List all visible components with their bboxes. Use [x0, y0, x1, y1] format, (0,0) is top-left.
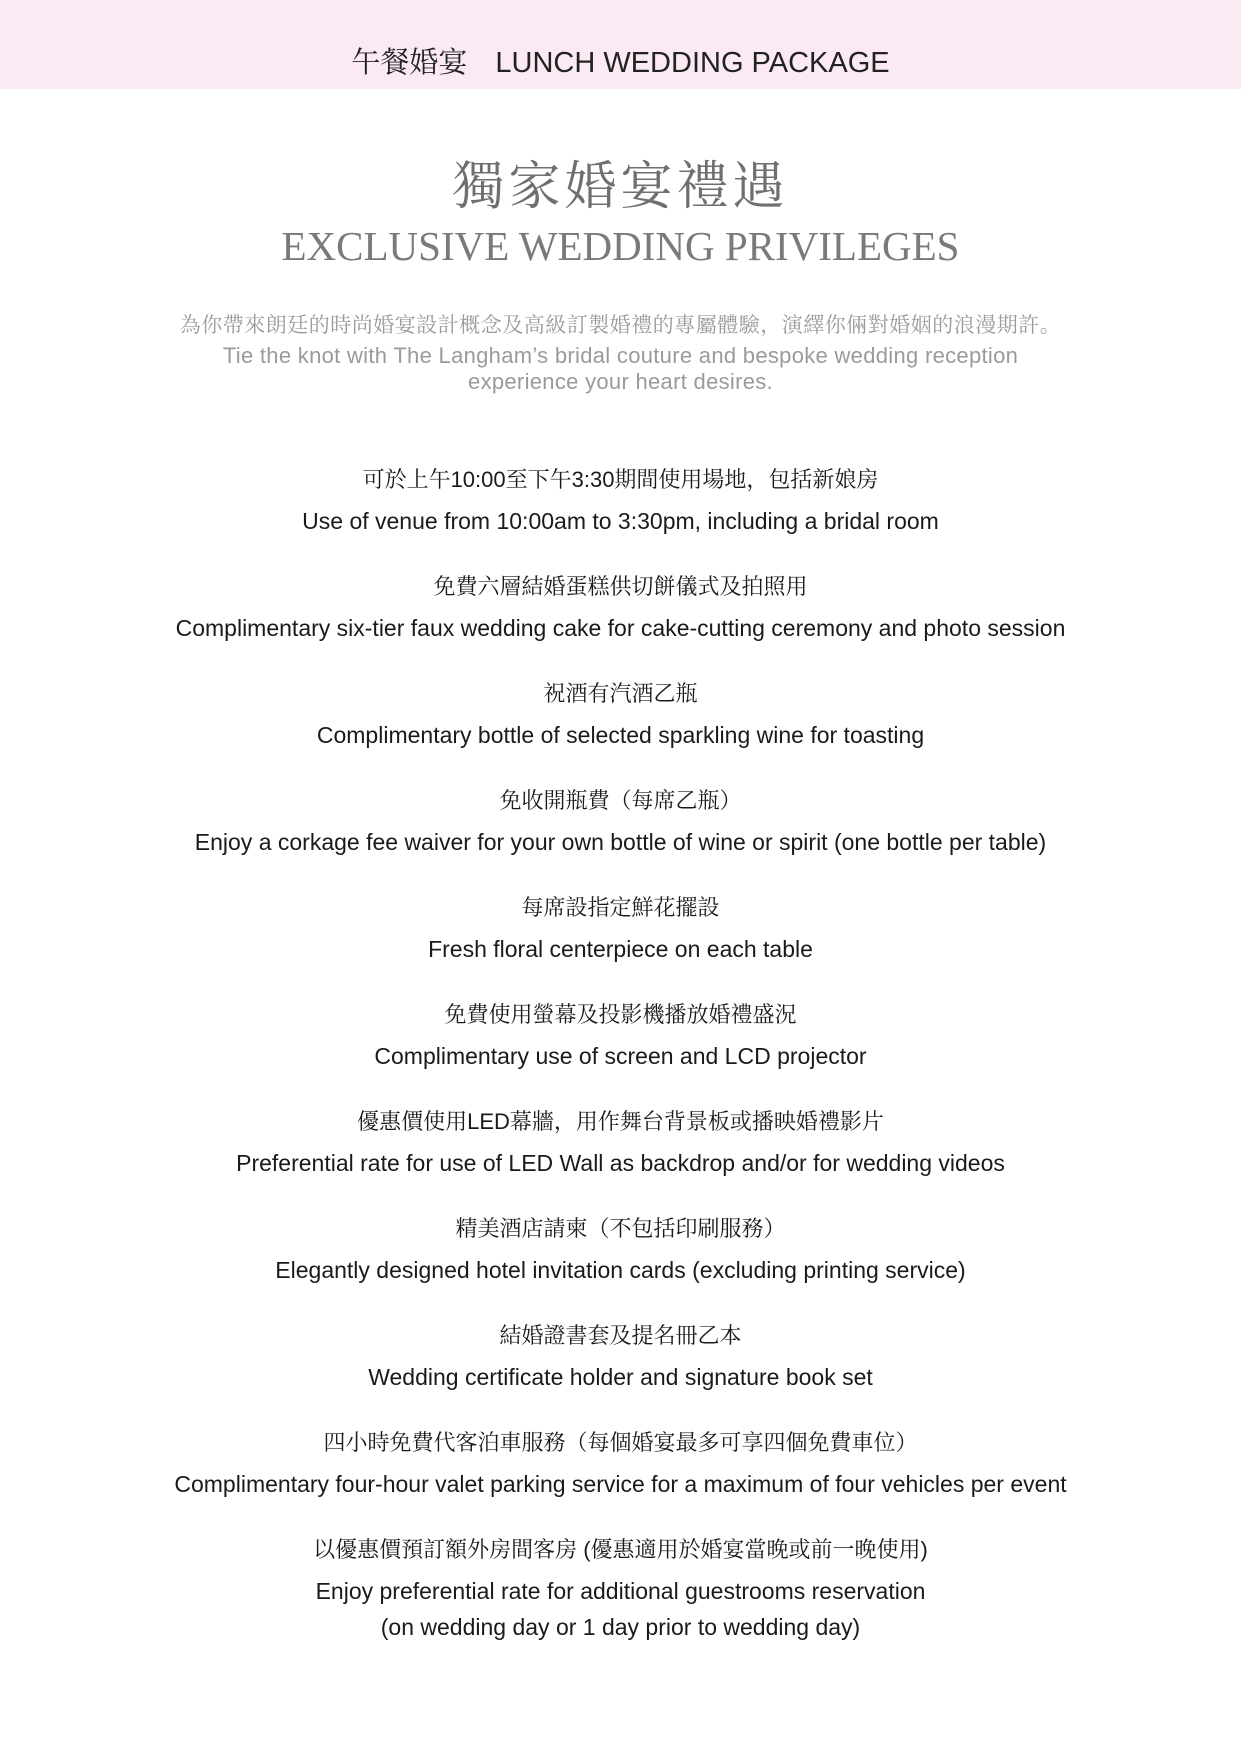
privilege-zh: 以優惠價預訂額外房間客房 (優惠適用於婚宴當晚或前一晚使用) — [313, 1537, 928, 1562]
intro-line: experience your heart desires. — [468, 369, 773, 394]
privilege-en: Wedding certificate holder and signature book set — [368, 1364, 873, 1390]
header-title-zh: 午餐婚宴 — [351, 47, 468, 79]
privilege-zh: 可於上午10:00至下午3:30期間使用場地，包括新娘房 — [362, 467, 879, 492]
header-title-en: LUNCH WEDDING PACKAGE — [495, 47, 890, 79]
privileges-list — [0, 460, 1241, 1667]
privilege-item — [0, 674, 1241, 756]
privilege-zh: 免費使用螢幕及投影機播放婚禮盛況 — [444, 1002, 797, 1027]
privilege-en: Enjoy preferential rate for additional guestrooms reservation — [315, 1578, 926, 1604]
privilege-en: Complimentary use of screen and LCD projector — [374, 1043, 867, 1069]
intro-line: Tie the knot with The Langham’s bridal couture and bespoke wedding reception — [222, 343, 1019, 368]
privilege-item — [0, 1423, 1241, 1505]
privilege-zh: 每席設指定鮮花擺設 — [521, 895, 720, 920]
privilege-en: Elegantly designed hotel invitation cards (excluding printing service) — [275, 1257, 966, 1283]
privilege-item — [0, 781, 1241, 863]
privilege-zh: 免費六層結婚蛋糕供切餅儀式及拍照用 — [433, 574, 808, 599]
privilege-en: Complimentary four-hour valet parking service for a maximum of four vehicles per event — [174, 1471, 1067, 1497]
privilege-en: Complimentary bottle of selected sparkling wine for toasting — [316, 722, 925, 748]
privilege-zh: 優惠價使用LED幕牆，用作舞台背景板或播映婚禮影片 — [357, 1109, 884, 1134]
privilege-item — [0, 567, 1241, 649]
privilege-item — [0, 995, 1241, 1077]
privilege-zh: 免收開瓶費（每席乙瓶） — [499, 788, 742, 813]
intro-text-en — [0, 343, 1241, 395]
privilege-item — [0, 1209, 1241, 1291]
privilege-en-line2: (on wedding day or 1 day prior to wedding day) — [380, 1614, 861, 1640]
privilege-item — [0, 1102, 1241, 1184]
header-band — [0, 0, 1241, 89]
privilege-item — [0, 888, 1241, 970]
privilege-zh: 結婚證書套及提名冊乙本 — [499, 1323, 742, 1348]
privilege-zh: 精美酒店請柬（不包括印刷服務） — [455, 1216, 786, 1241]
privilege-zh: 祝酒有汽酒乙瓶 — [543, 681, 698, 706]
page-title-zh: 獨家婚宴禮遇 — [452, 158, 789, 216]
privilege-zh: 四小時免費代客泊車服務（每個婚宴最多可享四個免費車位） — [323, 1430, 918, 1455]
privilege-en: Complimentary six-tier faux wedding cake for cake-cutting ceremony and photo session — [175, 615, 1066, 641]
privilege-en: Enjoy a corkage fee waiver for your own bottle of wine or spirit (one bottle per table) — [194, 829, 1047, 855]
page-title-en: EXCLUSIVE WEDDING PRIVILEGES — [281, 223, 960, 269]
privilege-en: Preferential rate for use of LED Wall as backdrop and/or for wedding videos — [236, 1150, 1005, 1176]
privilege-en: Fresh floral centerpiece on each table — [428, 936, 813, 962]
intro-text-zh: 為你帶來朗廷的時尚婚宴設計概念及高級訂製婚禮的專屬體驗，演繹你倆對婚姻的浪漫期許。 — [179, 314, 1062, 337]
privilege-item — [0, 1316, 1241, 1398]
privilege-item — [0, 1530, 1241, 1642]
privilege-en: Use of venue from 10:00am to 3:30pm, including a bridal room — [302, 508, 939, 534]
privilege-item — [0, 460, 1241, 542]
